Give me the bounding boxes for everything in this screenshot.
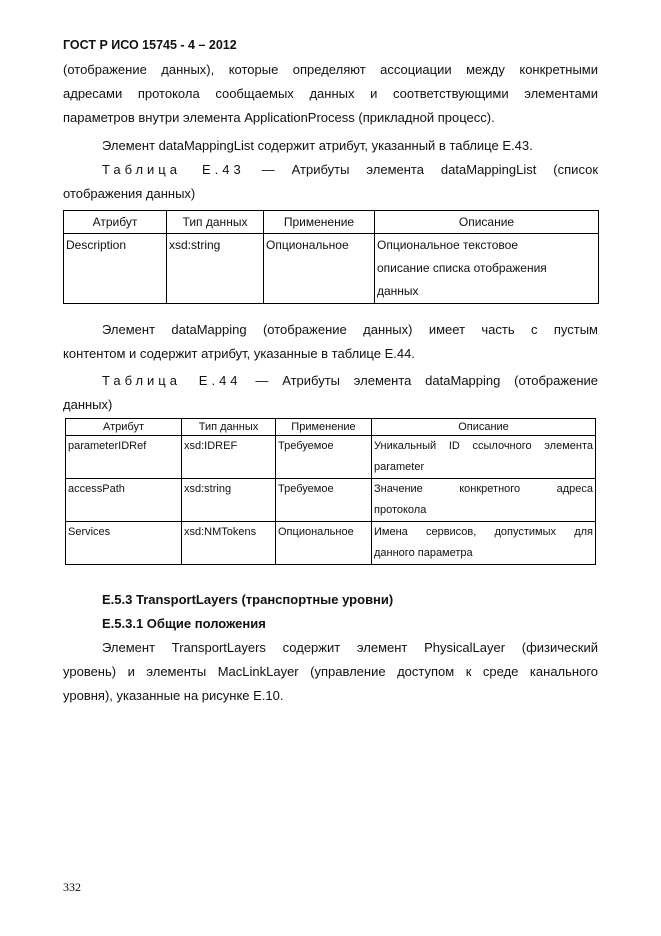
text-line: (отображение данных), которые определяют ассоциации между конкретными	[63, 62, 598, 77]
cell-description	[372, 436, 596, 479]
text-line: Элемент dataMappingList содержит атрибут, указанный в таблице Е.43.	[102, 138, 533, 153]
cell-attribute: parameterIDRef	[66, 436, 182, 479]
column-header: Атрибут	[64, 211, 167, 234]
table-e44	[65, 418, 596, 565]
description-line: Опциональное текстовое	[377, 238, 518, 252]
description-line: протокола	[374, 504, 427, 516]
caption-text: — Атрибуты элемента dataMappingList (список	[244, 162, 598, 177]
cell-type: xsd:string	[167, 234, 264, 304]
text-line: параметров внутри элемента ApplicationProcess (прикладной процесс).	[63, 110, 495, 125]
paragraph-transport-layers	[63, 636, 598, 708]
column-header: Описание	[372, 419, 596, 436]
description-line: Имена сервисов, допустимых для	[374, 526, 593, 538]
table-header-row	[66, 419, 596, 436]
section-heading: Е.5.3 TransportLayers (транспортные уровни)	[102, 592, 394, 607]
cell-type: xsd:NMTokens	[182, 522, 276, 565]
column-header: Тип данных	[167, 211, 264, 234]
column-header: Атрибут	[66, 419, 182, 436]
cell-attribute: Description	[64, 234, 167, 304]
table-row	[66, 436, 596, 479]
table-row	[66, 479, 596, 522]
column-header: Применение	[276, 419, 372, 436]
table-e43	[63, 210, 599, 304]
cell-type: xsd:IDREF	[182, 436, 276, 479]
cell-usage: Требуемое	[276, 436, 372, 479]
text-line: Элемент dataMapping (отображение данных) имеет часть с пустым	[102, 322, 598, 337]
cell-usage: Опциональное	[264, 234, 375, 304]
text-line: контентом и содержит атрибут, указанные в таблице Е.44.	[63, 346, 415, 361]
page-number: 332	[63, 880, 81, 894]
caption-label: Таблица Е.43	[102, 162, 245, 177]
cell-attribute: Services	[66, 522, 182, 565]
cell-type: xsd:string	[182, 479, 276, 522]
description-line: описание списка отображения	[377, 261, 547, 275]
caption-line	[63, 369, 598, 393]
description-line: parameter	[374, 461, 425, 473]
text-line: адресами протокола сообщаемых данных и соответствующими элементами	[63, 86, 598, 101]
cell-attribute: accessPath	[66, 479, 182, 522]
column-header: Применение	[264, 211, 375, 234]
description-line: Значение конкретного адреса	[374, 483, 593, 495]
description-line: данного параметра	[374, 547, 473, 559]
cell-usage: Опциональное	[276, 522, 372, 565]
description-line: данных	[377, 284, 419, 298]
description-line: Уникальный ID ссылочного элемента	[374, 440, 593, 452]
paragraph-intro	[63, 58, 598, 130]
text-line: Элемент TransportLayers содержит элемент PhysicalLayer (физический	[102, 640, 598, 655]
cell-description	[372, 522, 596, 565]
table-row	[64, 234, 599, 304]
caption-label: Таблица Е.44	[102, 373, 242, 388]
column-header: Описание	[375, 211, 599, 234]
caption-line	[63, 158, 598, 182]
column-header: Тип данных	[182, 419, 276, 436]
table-header-row	[64, 211, 599, 234]
cell-description	[372, 479, 596, 522]
table43-caption	[63, 158, 598, 206]
text-line: уровень) и элементы MacLinkLayer (управление доступом к среде канального	[63, 664, 598, 679]
table-row	[66, 522, 596, 565]
subsection-heading: Е.5.3.1 Общие положения	[102, 616, 266, 631]
caption-line: данных)	[63, 397, 113, 412]
caption-line: отображения данных)	[63, 186, 196, 201]
paragraph-table43-ref	[63, 134, 598, 158]
cell-description	[375, 234, 599, 304]
document-header: ГОСТ Р ИСО 15745 - 4 – 2012	[63, 38, 237, 52]
cell-usage: Требуемое	[276, 479, 372, 522]
caption-text: — Атрибуты элемента dataMapping (отображение	[241, 373, 598, 388]
text-line: уровня), указанные на рисунке Е.10.	[63, 688, 284, 703]
paragraph-table44-ref	[63, 318, 598, 366]
table44-caption	[63, 369, 598, 417]
